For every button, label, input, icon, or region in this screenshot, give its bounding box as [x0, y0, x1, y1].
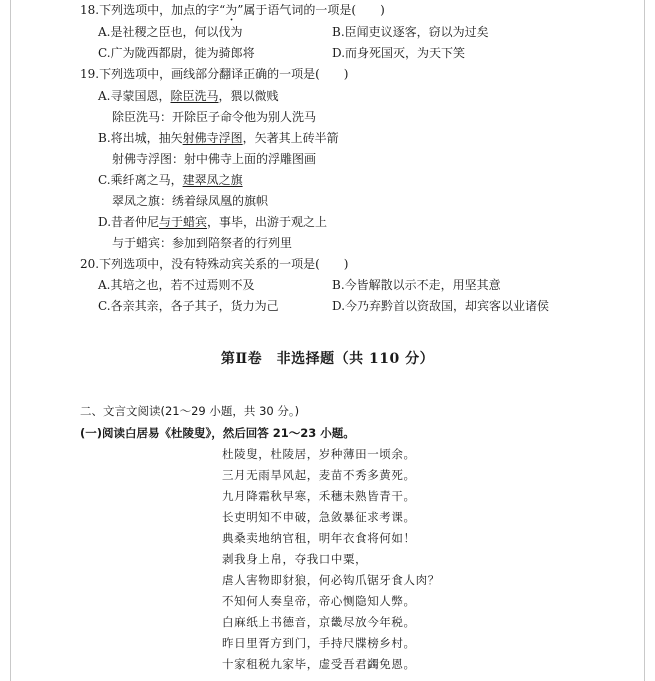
- poem-line: 剥我身上帛，夺我口中粟，: [222, 552, 368, 566]
- q18-option-d: D.而身死国灭，为天下笑: [332, 46, 466, 60]
- q19-option-b: B.将出城，抽矢射佛寺浮图，矢著其上砖半箭: [98, 131, 339, 145]
- poem-line: 典桑卖地纳官租，明年衣食将何如！: [222, 531, 416, 545]
- part2-subheading: (一)阅读白居易《杜陵叟》，然后回答 21～23 小题。: [80, 426, 355, 440]
- q19-c-translation: 翠凤之旗：绣着绿凤凰的旗帜: [112, 194, 269, 208]
- poem-line: 十家租税九家毕，虚受吾君蠲免恩。: [222, 657, 416, 671]
- q19-a-translation: 除臣洗马：开除臣子命令他为别人洗马: [112, 110, 317, 124]
- poem-line: 昨日里胥方到门，手持尺牒榜乡村。: [222, 636, 416, 650]
- q19-b-underlined: 射佛寺浮图: [182, 131, 243, 145]
- q20-option-a: A.其培之也，若不过焉则不及: [98, 278, 255, 292]
- q19-c-underlined: 建翠凤之旗: [182, 173, 243, 187]
- q18-option-c: C.广为陇西都尉，徙为骑郎将: [98, 46, 255, 60]
- poem-line: 九月降霜秋早寒，禾穗未熟皆青干。: [222, 489, 416, 503]
- poem-line: 不知何人奏皇帝，帝心恻隐知人弊。: [222, 594, 416, 608]
- q20-option-d: D.今乃弃黔首以资敌国，却宾客以业诸侯: [332, 299, 550, 313]
- q18-option-a: A.是社稷之臣也，何以伐为: [98, 25, 243, 39]
- poem-line: 杜陵叟，杜陵居，岁种薄田一顷余。: [222, 447, 416, 461]
- section-title: 第Ⅱ卷 非选择题（共 110 分）: [220, 351, 435, 367]
- part2-heading: 二、文言文阅读(21～29 小题，共 30 分。): [80, 404, 300, 418]
- q18-option-b: B.臣闻吏议逐客，窃以为过矣: [332, 25, 489, 39]
- q19-option-c: C.乘纤离之马，建翠凤之旗: [98, 173, 243, 187]
- q19-b-translation: 射佛寺浮图：射中佛寺上面的浮雕图画: [112, 152, 317, 166]
- page-left-border: [10, 0, 11, 681]
- q18-stem: 18.下列选项中，加点的字“为”属于语气词的一项是( ): [80, 3, 385, 17]
- poem-line: 三月无雨旱风起，麦苗不秀多黄死。: [222, 468, 416, 482]
- q19-option-a: A.寻蒙国恩，除臣洗马，猥以微贱: [98, 89, 279, 103]
- q20-option-b: B.今皆解散以示不走，用坚其意: [332, 278, 501, 292]
- q19-option-d: D.昔者仲尼与于蜡宾，事毕，出游于观之上: [98, 215, 328, 229]
- q20-stem: 20.下列选项中，没有特殊动宾关系的一项是( ): [80, 257, 349, 271]
- q20-option-c: C.各亲其亲，各子其子，货力为己: [98, 299, 279, 313]
- q19-d-translation: 与于蜡宾：参加到陪祭者的行列里: [112, 236, 293, 250]
- q19-stem: 19.下列选项中，画线部分翻译正确的一项是( ): [80, 67, 349, 81]
- poem-line: 长吏明知不申破，急敛暴征求考课。: [222, 510, 416, 524]
- page-right-border: [644, 0, 645, 681]
- poem-line: 白麻纸上书德音，京畿尽放今年税。: [222, 615, 416, 629]
- q19-d-underlined: 与于蜡宾: [159, 215, 208, 229]
- dotted-char: 为: [225, 3, 238, 17]
- poem-line: 虐人害物即豺狼，何必钩爪锯牙食人肉？: [222, 573, 440, 587]
- q19-a-underlined: 除臣洗马: [170, 89, 219, 103]
